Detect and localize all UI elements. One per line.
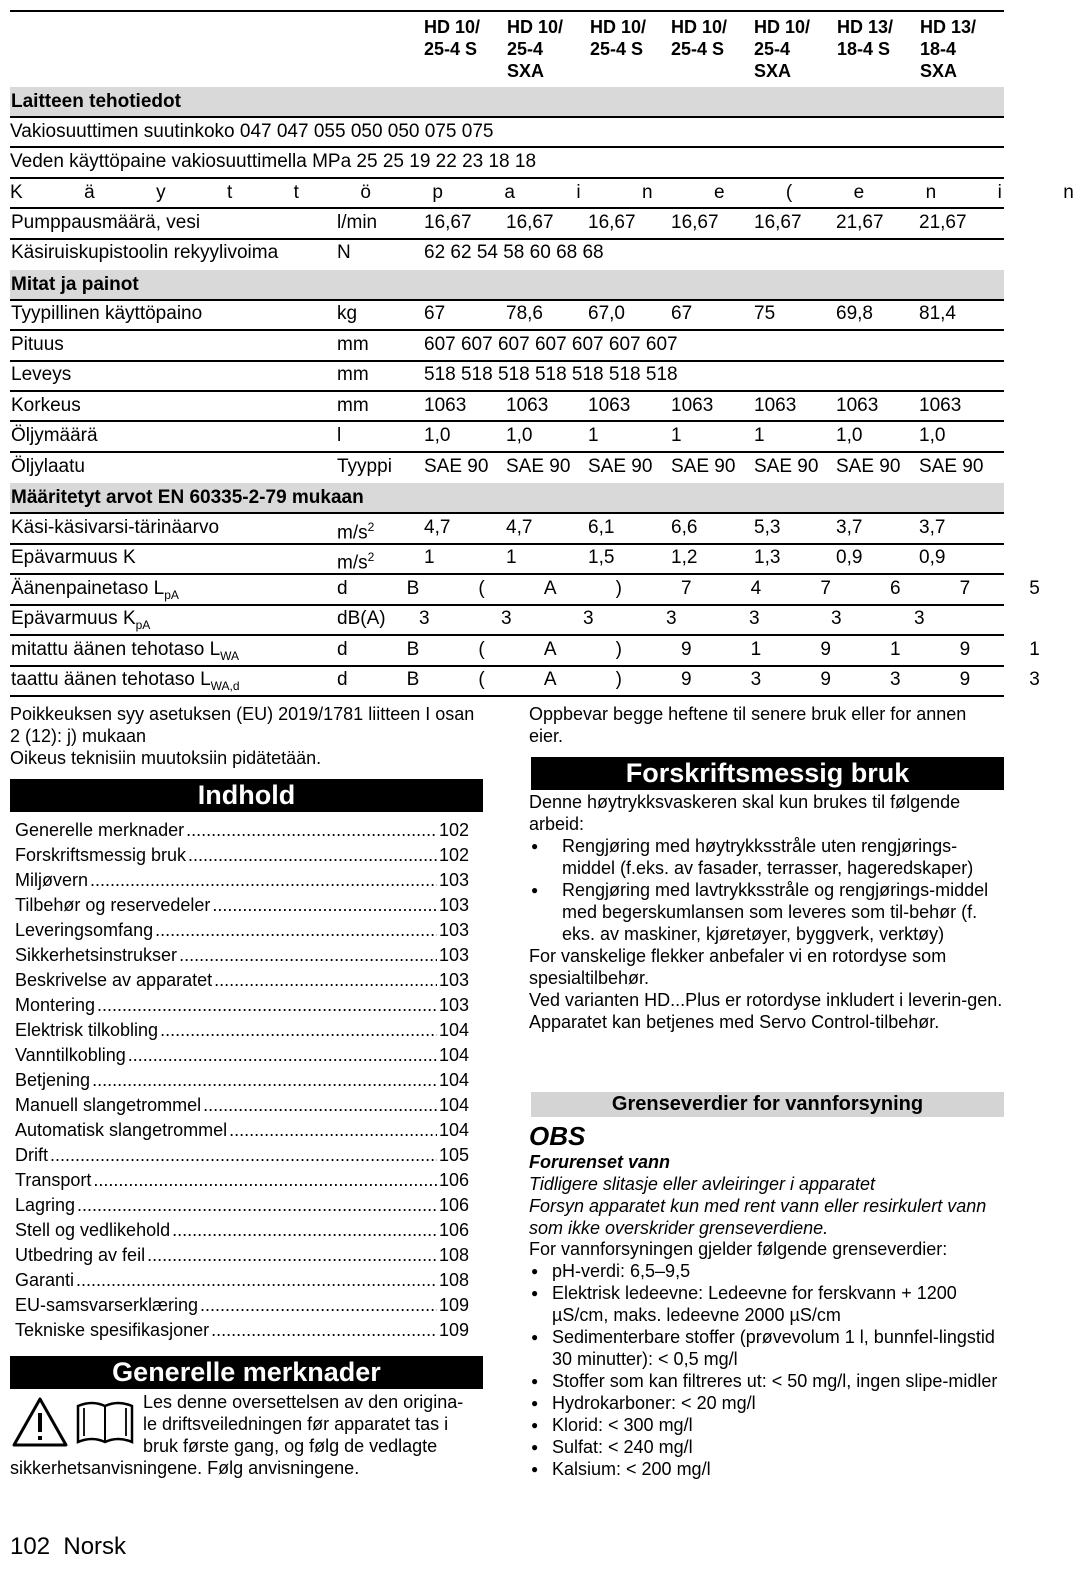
row-oil <box>10 421 1004 450</box>
col-header: HD 10/ 25-4 S <box>590 17 647 59</box>
row-label: Öljymäärä <box>11 425 98 446</box>
cell-token: 3 <box>1029 669 1040 690</box>
row-label: Äänenpainetaso $L_{pA}$ <box>11 578 179 602</box>
row-label: Käsi-käsivarsi-tärinäarvo <box>11 517 220 538</box>
table-of-contents <box>15 818 469 1343</box>
cell-value: 16,67 <box>424 212 472 233</box>
list-item: ● Sulfat: < 240 mg/l <box>529 1436 1004 1458</box>
cell-token: ö <box>360 182 371 203</box>
cell-value: SAE 90 <box>754 456 819 477</box>
cell-value: 3 <box>501 608 512 629</box>
cell-token: n <box>641 182 653 203</box>
row-recoil <box>10 238 1004 267</box>
row-weight <box>10 299 1004 328</box>
list-item: ● pH-verdi: 6,5–9,5 <box>529 1260 1004 1282</box>
toc-page: 102 <box>438 845 469 865</box>
cell-value: 1063 <box>836 395 879 416</box>
toc-label: Automatisk slangetrommel <box>15 1120 228 1140</box>
toc-label: Utbedring av feil <box>15 1245 146 1265</box>
cell-token: a <box>504 182 515 203</box>
cell-value: 1,0 <box>919 425 946 446</box>
toc-leader <box>76 1268 437 1293</box>
cell-token: ) <box>615 578 622 599</box>
cell-token: 9 <box>820 639 831 660</box>
cell-value: 3 <box>749 608 760 629</box>
cell-value: SAE 90 <box>588 456 653 477</box>
cell-token: 3 <box>889 669 901 690</box>
row-value: 607 607 607 607 607 607 607 <box>424 334 678 355</box>
cell-token: i <box>576 182 581 203</box>
cell-value: 1 <box>754 425 765 446</box>
general-title: Generelle merknader <box>10 1356 483 1389</box>
row-lwad <box>10 665 1074 694</box>
toc-page: 104 <box>438 1120 469 1140</box>
row-label: Epävarmuus K <box>11 547 136 568</box>
row-unit: l <box>337 425 342 446</box>
toc-page: 104 <box>438 1095 469 1115</box>
row-unit: dB(A) <box>337 608 386 629</box>
toc-item[interactable] <box>15 893 469 918</box>
cell-value: 0,9 <box>836 547 863 568</box>
cell-value: 16,67 <box>671 212 719 233</box>
toc-label: Transport <box>15 1170 92 1190</box>
cell-value: 1063 <box>588 395 631 416</box>
cell-token: A <box>543 578 557 599</box>
list-item: ● Sedimenterbare stoffer (prøvevolum 1 l, bunnfel-lingstid 30 minutter): < 0,5 mg/l <box>529 1326 1004 1370</box>
cell-token: 6 <box>889 578 901 599</box>
toc-item[interactable] <box>15 868 469 893</box>
cell-value: 21,67 <box>919 212 967 233</box>
toc-page: 104 <box>438 1020 469 1040</box>
toc-label: Drift <box>15 1145 48 1165</box>
toc-leader <box>212 893 437 918</box>
section-header-values: Määritetyt arvot EN 60335-2-79 mukaan <box>10 483 1004 512</box>
toc-leader <box>92 1068 437 1093</box>
row-label: Pumppausmäärä, vesi <box>11 212 201 233</box>
cell-value: 21,67 <box>836 212 884 233</box>
row-pressure: Veden käyttöpaine vakiosuuttimella MPa 25 25 19 22 23 18 18 <box>10 151 537 172</box>
toc-item[interactable] <box>15 1318 469 1343</box>
toc-leader <box>90 868 437 893</box>
obs-heading: OBS <box>529 1121 586 1151</box>
toc-page: 109 <box>438 1295 469 1315</box>
toc-label: Betjening <box>15 1070 91 1090</box>
cell-value: 69,8 <box>836 303 873 324</box>
toc-page: 103 <box>438 970 469 990</box>
row-uncertainty <box>10 543 1004 572</box>
row-unit: N <box>337 242 351 263</box>
cell-value: 6,6 <box>671 517 698 538</box>
toc-label: Sikkerhetsinstrukser <box>15 945 178 965</box>
row-label: Öljylaatu <box>11 456 85 477</box>
cell-token: B <box>406 669 420 690</box>
row-lpa <box>10 574 1074 603</box>
cell-token: B <box>406 639 420 660</box>
row-pump <box>10 208 1004 237</box>
toc-label: Manuell slangetrommel <box>15 1095 202 1115</box>
cell-token: y <box>156 182 166 203</box>
toc-leader <box>229 1118 437 1143</box>
toc-leader <box>203 1093 437 1118</box>
toc-leader <box>155 918 437 943</box>
cell-value: 1063 <box>506 395 549 416</box>
use-section: Denne høytrykksvaskeren skal kun brukes til følgende arbeid: ● Rengjøring med høytrykksstråle uten rengjørings-middel (f.eks. av fasader, terrasser, hageredskaper) ● Rengjøring med lavtrykksstråle og rengjørings-middel med begerskumlansen som leveres som til-behør (f. eks. av maskiner, kjøretøyer, byggverk, verktøy) For vanskelige flekker anbefaler vi en rotordyse som spesialtilbehør. Ved varianten HD...Plus er rotordyse inkludert i leverin-gen. Apparatet kan betjenes med Servo Control-tilbehør. <box>529 791 1004 1033</box>
toc-label: Garanti <box>15 1270 75 1290</box>
toc-label: Vanntilkobling <box>15 1045 126 1065</box>
toc-leader <box>77 1193 437 1218</box>
toc-item[interactable] <box>15 1093 469 1118</box>
toc-page: 104 <box>438 1070 469 1090</box>
toc-leader <box>214 968 437 993</box>
cell-value: 16,67 <box>588 212 636 233</box>
cell-value: 16,67 <box>754 212 802 233</box>
toc-label: Tilbehør og reservedeler <box>15 895 211 915</box>
row-oiltype <box>10 452 1004 481</box>
toc-label: Montering <box>15 995 96 1015</box>
cell-token: ( <box>478 578 485 599</box>
row-height <box>10 391 1004 420</box>
cell-token: A <box>543 669 557 690</box>
cell-token: 7 <box>681 578 692 599</box>
col-header: HD 10/ 25-4 S <box>424 17 481 59</box>
toc-item[interactable] <box>15 1193 469 1218</box>
cell-token: ä <box>84 182 95 203</box>
toc-label: Stell og vedlikehold <box>15 1220 171 1240</box>
cell-token: t <box>226 182 233 203</box>
cell-value: 67,0 <box>588 303 625 324</box>
toc-page: 106 <box>438 1195 469 1215</box>
cell-value: 1,2 <box>671 547 698 568</box>
list-item: ● Stoffer som kan filtreres ut: < 50 mg/l, ingen slipe-midler <box>529 1370 1004 1392</box>
toc-label: Elektrisk tilkobling <box>15 1020 159 1040</box>
cell-token: n <box>925 182 937 203</box>
toc-item[interactable] <box>15 918 469 943</box>
row-label: Tyypillinen käyttöpaino <box>11 303 203 324</box>
cell-value: 67 <box>671 303 693 324</box>
cell-token: ( <box>785 182 793 203</box>
cell-token: ) <box>615 669 622 690</box>
cell-token: ) <box>615 639 622 660</box>
toc-item[interactable] <box>15 1018 469 1043</box>
row-label: taattu äänen tehotaso $L_{WA,d}$ <box>11 669 240 693</box>
page-footer: 102 Norsk <box>10 1533 127 1560</box>
row-nozzle: Vakiosuuttimen suutinkoko 047 047 055 050 050 075 075 <box>10 121 494 142</box>
toc-page: 108 <box>438 1270 469 1290</box>
cell-value: 78,6 <box>506 303 543 324</box>
toc-leader <box>186 818 437 843</box>
cell-token: p <box>432 182 443 203</box>
cell-value: 5,3 <box>754 517 781 538</box>
warning-book-icon <box>12 1396 136 1448</box>
cell-token: t <box>293 182 299 203</box>
cell-value: 6,1 <box>588 517 615 538</box>
row-unit: $m/s^2$ <box>337 550 375 574</box>
cell-token: 9 <box>681 669 692 690</box>
row-unit: mm <box>337 395 369 416</box>
cell-token: 1 <box>889 639 901 660</box>
cell-value: 1063 <box>754 395 797 416</box>
cell-value: SAE 90 <box>424 456 489 477</box>
toc-leader <box>188 843 437 868</box>
cell-token: d <box>337 578 348 599</box>
toc-page: 106 <box>438 1170 469 1190</box>
row-unit: kg <box>337 303 358 324</box>
toc-leader <box>147 1243 437 1268</box>
cell-token: 7 <box>820 578 831 599</box>
toc-leader <box>128 1043 437 1068</box>
cell-token: 9 <box>681 639 692 660</box>
col-header: HD 13/ 18-4 S <box>837 17 894 59</box>
toc-item[interactable] <box>15 1168 469 1193</box>
toc-page: 104 <box>438 1045 469 1065</box>
cell-value: 67 <box>424 303 446 324</box>
cell-value: 81,4 <box>919 303 956 324</box>
cell-token: ( <box>478 639 485 660</box>
toc-leader <box>179 943 437 968</box>
cell-value: 1063 <box>671 395 714 416</box>
list-item: ● Hydrokarboner: < 20 mg/l <box>529 1392 1004 1414</box>
row-lwa <box>10 635 1074 664</box>
cell-token: 1 <box>1029 639 1040 660</box>
cell-value: 1,0 <box>836 425 863 446</box>
toc-item[interactable] <box>15 943 469 968</box>
list-item: ● Rengjøring med høytrykksstråle uten rengjørings-middel (f.eks. av fasader, terrasser, hageredskaper) <box>529 835 1004 879</box>
cell-value: 1063 <box>424 395 467 416</box>
toc-page: 103 <box>438 870 469 890</box>
row-kpa <box>10 604 1004 633</box>
row-label: Korkeus <box>11 395 81 416</box>
cell-value: 3,7 <box>919 517 946 538</box>
toc-item[interactable] <box>15 993 469 1018</box>
toc-item[interactable] <box>15 1268 469 1293</box>
toc-page: 108 <box>438 1245 469 1265</box>
cell-token: 4 <box>750 578 762 599</box>
toc-page: 105 <box>438 1145 469 1165</box>
cell-token: 1 <box>750 639 762 660</box>
cell-value: 1,0 <box>424 425 451 446</box>
cell-token: K <box>10 182 23 203</box>
toc-page: 106 <box>438 1220 469 1240</box>
cell-value: 1 <box>671 425 682 446</box>
toc-label: Forskriftsmessig bruk <box>15 845 187 865</box>
toc-item[interactable] <box>15 843 469 868</box>
toc-leader <box>93 1168 437 1193</box>
list-item: ● Klorid: < 300 mg/l <box>529 1414 1004 1436</box>
cell-token: d <box>337 669 348 690</box>
cell-token: A <box>543 639 557 660</box>
general-text: Les denne oversettelsen av den origina- le driftsveiledningen før apparatet tas i bruk første gang, og følg de vedlagte <box>143 1392 464 1456</box>
row-width <box>10 360 1004 389</box>
cell-value: 1063 <box>919 395 962 416</box>
toc-leader <box>172 1218 437 1243</box>
toc-label: EU-samsvarserklæring <box>15 1295 199 1315</box>
cell-token: e <box>713 182 725 203</box>
toc-item[interactable] <box>15 1043 469 1068</box>
row-label: Leveys <box>11 364 72 385</box>
cell-value: 1,3 <box>754 547 781 568</box>
toc-item[interactable] <box>15 968 469 993</box>
toc-page: 102 <box>438 820 469 840</box>
cell-value: 0,9 <box>919 547 946 568</box>
toc-page: 103 <box>438 895 469 915</box>
cell-value: 4,7 <box>506 517 533 538</box>
toc-page: 103 <box>438 995 469 1015</box>
row-value: 518 518 518 518 518 518 518 <box>424 364 678 385</box>
toc-label: Leveringsomfang <box>15 920 154 940</box>
cell-token: 9 <box>820 669 831 690</box>
col-header: HD 10/ 25-4 SXA <box>507 17 564 81</box>
limits-section: For vannforsyningen gjelder følgende grenseverdier: ● pH-verdi: 6,5–9,5 ● Elektrisk ledeevne: Ledeevne for ferskvann + 1200 µS/cm, maks. ledeevne 2000 µS/cm ● Sedimenterbare stoffer (prøvevolum 1 l, bunnfel-lingstid 30 minutter): < 0,5 mg/l ● Stoffer som kan filtreres ut: < 50 mg/l, ingen slipe-midler ● Hydrokarboner: < 20 mg/l ● Klorid: < 300 mg/l ● Sulfat: < 240 mg/l ● Kalsium: < 200 mg/l <box>529 1238 1004 1480</box>
toc-label: Lagring <box>15 1195 76 1215</box>
cell-value: 3 <box>419 608 430 629</box>
row-unit: mm <box>337 334 369 355</box>
cell-value: 4,7 <box>424 517 451 538</box>
keep-note: Oppbevar begge heftene til senere bruk eller for annen eier. <box>529 704 967 746</box>
general-text-end: sikkerhetsanvisningene. Følg anvisningene. <box>10 1458 360 1478</box>
toc-page: 103 <box>438 920 469 940</box>
toc-leader <box>160 1018 437 1043</box>
cell-value: 1,5 <box>588 547 615 568</box>
col-header: HD 10/ 25-4 SXA <box>754 17 811 81</box>
cell-value: 16,67 <box>506 212 554 233</box>
row-unit: Tyyppi <box>337 456 392 477</box>
row-label: Epävarmuus $K_{pA}$ <box>11 608 151 632</box>
cell-token: 7 <box>959 578 971 599</box>
cell-token: B <box>406 578 420 599</box>
toc-item[interactable] <box>15 1243 469 1268</box>
toc-label: Tekniske spesifikasjoner <box>15 1320 210 1340</box>
cell-value: 1,0 <box>506 425 533 446</box>
row-unit: $m/s^2$ <box>337 520 375 544</box>
use-title: Forskriftsmessig bruk <box>531 757 1004 790</box>
section-header-dimensions: Mitat ja painot <box>10 270 1004 299</box>
cell-token: 5 <box>1029 578 1040 599</box>
cell-token: 9 <box>959 669 971 690</box>
exception-note: Poikkeuksen syy asetuksen (EU) 2019/1781 liitteen I osan 2 (12): j) mukaan <box>10 704 475 746</box>
limits-title: Grenseverdier for vannforsyning <box>531 1092 1004 1117</box>
row-label: Käsiruiskupistoolin rekyylivoima <box>11 242 279 263</box>
cell-token: ( <box>478 669 485 690</box>
col-header: HD 13/ 18-4 SXA <box>920 17 977 81</box>
row-value: 62 62 54 58 60 68 68 <box>424 242 604 263</box>
cell-token: 3 <box>750 669 762 690</box>
toc-label: Miljøvern <box>15 870 89 890</box>
row-vibration <box>10 513 1004 542</box>
cell-value: SAE 90 <box>671 456 736 477</box>
cell-value: 1 <box>506 547 517 568</box>
cell-value: 3 <box>666 608 677 629</box>
rights-note: Oikeus teknisiin muutoksiin pidätetään. <box>10 748 322 768</box>
toc-leader <box>211 1318 437 1343</box>
cell-value: 1 <box>424 547 435 568</box>
toc-leader <box>50 1143 437 1168</box>
list-item: ● Elektrisk ledeevne: Ledeevne for ferskvann + 1200 µS/cm, maks. ledeevne 2000 µS/cm <box>529 1282 1004 1326</box>
toc-leader <box>200 1293 437 1318</box>
obs-note: Forurenset vann Tidligere slitasje eller avleiringer i apparatet Forsyn apparatet kun med rent vann eller resirkulert vann som ikke overskrider grenseverdiene. <box>529 1152 987 1238</box>
cell-token: n <box>1063 182 1074 203</box>
toc-leader <box>97 993 437 1018</box>
cell-token: e <box>853 182 865 203</box>
cell-value: 3,7 <box>836 517 863 538</box>
toc-item[interactable] <box>15 1218 469 1243</box>
cell-value: 75 <box>754 303 776 324</box>
list-item: ● Rengjøring med lavtrykksstråle og rengjørings-middel med begerskumlansen som leveres som til-behør (f. eks. av maskiner, kjøretøyer, byggverk, verktøy) <box>529 879 1004 945</box>
cell-value: 1 <box>588 425 599 446</box>
row-label: mitattu äänen tehotaso $L_{WA}$ <box>11 639 240 663</box>
row-length <box>10 330 1004 359</box>
toc-title: Indhold <box>10 779 483 812</box>
list-item: ● Kalsium: < 200 mg/l <box>529 1458 1004 1480</box>
toc-item[interactable] <box>15 1293 469 1318</box>
row-unit: mm <box>337 364 369 385</box>
toc-item[interactable] <box>15 1068 469 1093</box>
cell-value: SAE 90 <box>919 456 984 477</box>
toc-item[interactable] <box>15 1118 469 1143</box>
section-header-performance: Laitteen tehotiedot <box>10 87 1004 116</box>
toc-item[interactable] <box>15 818 469 843</box>
toc-page: 109 <box>438 1320 469 1340</box>
cell-value: 3 <box>831 608 842 629</box>
cell-token: d <box>337 639 348 660</box>
cell-value: 3 <box>914 608 925 629</box>
cell-value: 3 <box>583 608 594 629</box>
cell-value: SAE 90 <box>836 456 901 477</box>
cell-token: i <box>997 182 1002 203</box>
cell-token: 9 <box>959 639 971 660</box>
row-unit: l/min <box>337 212 378 233</box>
cell-value: SAE 90 <box>506 456 571 477</box>
col-header: HD 10/ 25-4 S <box>671 17 728 59</box>
toc-item[interactable] <box>15 1143 469 1168</box>
toc-label: Beskrivelse av apparatet <box>15 970 213 990</box>
toc-label: Generelle merknader <box>15 820 185 840</box>
row-garbled <box>10 178 1074 207</box>
toc-page: 103 <box>438 945 469 965</box>
row-label: Pituus <box>11 334 64 355</box>
